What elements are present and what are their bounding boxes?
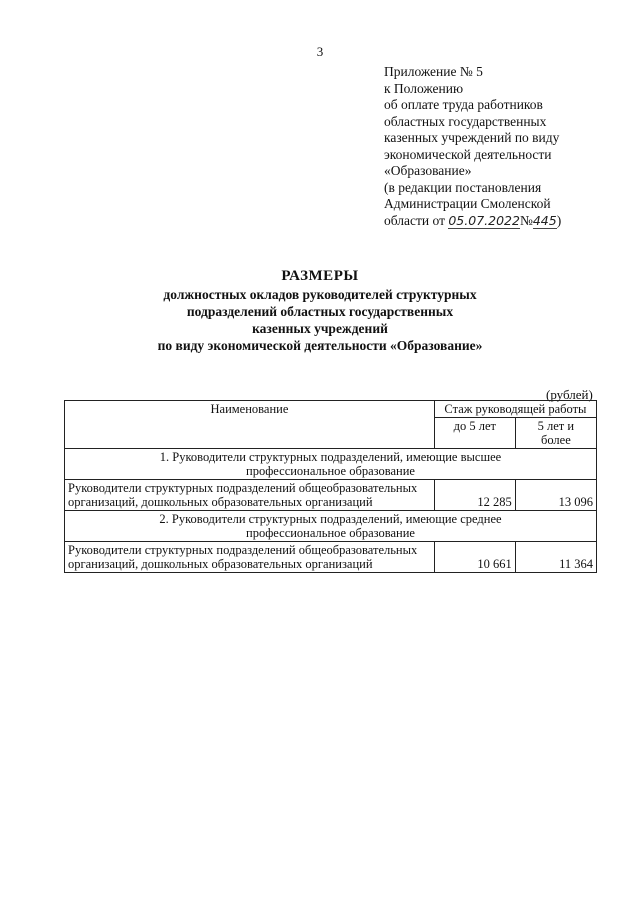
header-5-plus-line: 5 лет и [537,419,575,433]
header-5-plus [515,418,596,449]
row-name [65,480,435,511]
currency-unit: (рублей) [546,387,593,402]
appendix-date-prefix: области от [384,212,449,228]
heading-line: подразделений областных государственных [186,304,454,319]
table-header-row [65,401,597,418]
heading-title: РАЗМЕРЫ [281,268,359,284]
row-name-line: Руководители структурных подразделений общеобразовательных [68,543,418,557]
appendix-line: Приложение № 5 [384,64,483,79]
row-name [65,542,435,573]
row-value-5-plus: 11 364 [515,542,596,573]
row-name-line: организаций, дошкольных образовательных организаций [68,557,373,571]
row-value-under-5: 12 285 [434,480,515,511]
header-experience: Стаж руководящей работы [434,401,596,418]
appendix-date-line: области от 05.07.2022№445) [384,212,562,228]
table-row [65,480,597,511]
section-title [65,511,597,542]
section-title [65,449,597,480]
appendix-line: к Положению [384,80,464,96]
heading-line: казенных учреждений [252,321,388,336]
heading-line: по виду экономической деятельности «Образование» [157,338,483,353]
row-name-line: Руководители структурных подразделений общеобразовательных [68,481,418,495]
appendix-line: Администрации Смоленской [384,196,551,211]
header-under-5: до 5 лет [434,418,515,449]
handwritten-number: 445 [532,212,557,228]
section-title-line: профессиональное образование [246,464,415,478]
appendix-line: (в редакции постановления [384,179,542,195]
appendix-block [384,64,624,229]
handwritten-date: 05.07.2022 [448,212,520,228]
row-value-under-5: 10 661 [434,542,515,573]
table-row [65,542,597,573]
document-heading [0,268,640,354]
header-5-plus-line: более [540,433,571,447]
appendix-line: об оплате труда работников [384,97,543,112]
heading-line: должностных окладов руководителей структурных [163,287,477,302]
section-title-line: 2. Руководители структурных подразделений, имеющие среднее [159,512,502,526]
section-title-line: профессиональное образование [246,526,415,540]
section-row [65,511,597,542]
appendix-line: казенных учреждений по виду [384,130,560,145]
appendix-line: «Образование» [384,163,472,178]
appendix-line: областных государственных [384,113,547,129]
appendix-line: экономической деятельности [384,146,552,162]
salary-table [64,400,597,573]
number-sign: № [519,212,533,228]
section-row [65,449,597,480]
row-name-line: организаций, дошкольных образовательных организаций [68,495,373,509]
header-name: Наименование [65,401,435,449]
section-title-line: 1. Руководители структурных подразделений, имеющие высшее [159,450,502,464]
page-number: 3 [316,44,324,59]
row-value-5-plus: 13 096 [515,480,596,511]
